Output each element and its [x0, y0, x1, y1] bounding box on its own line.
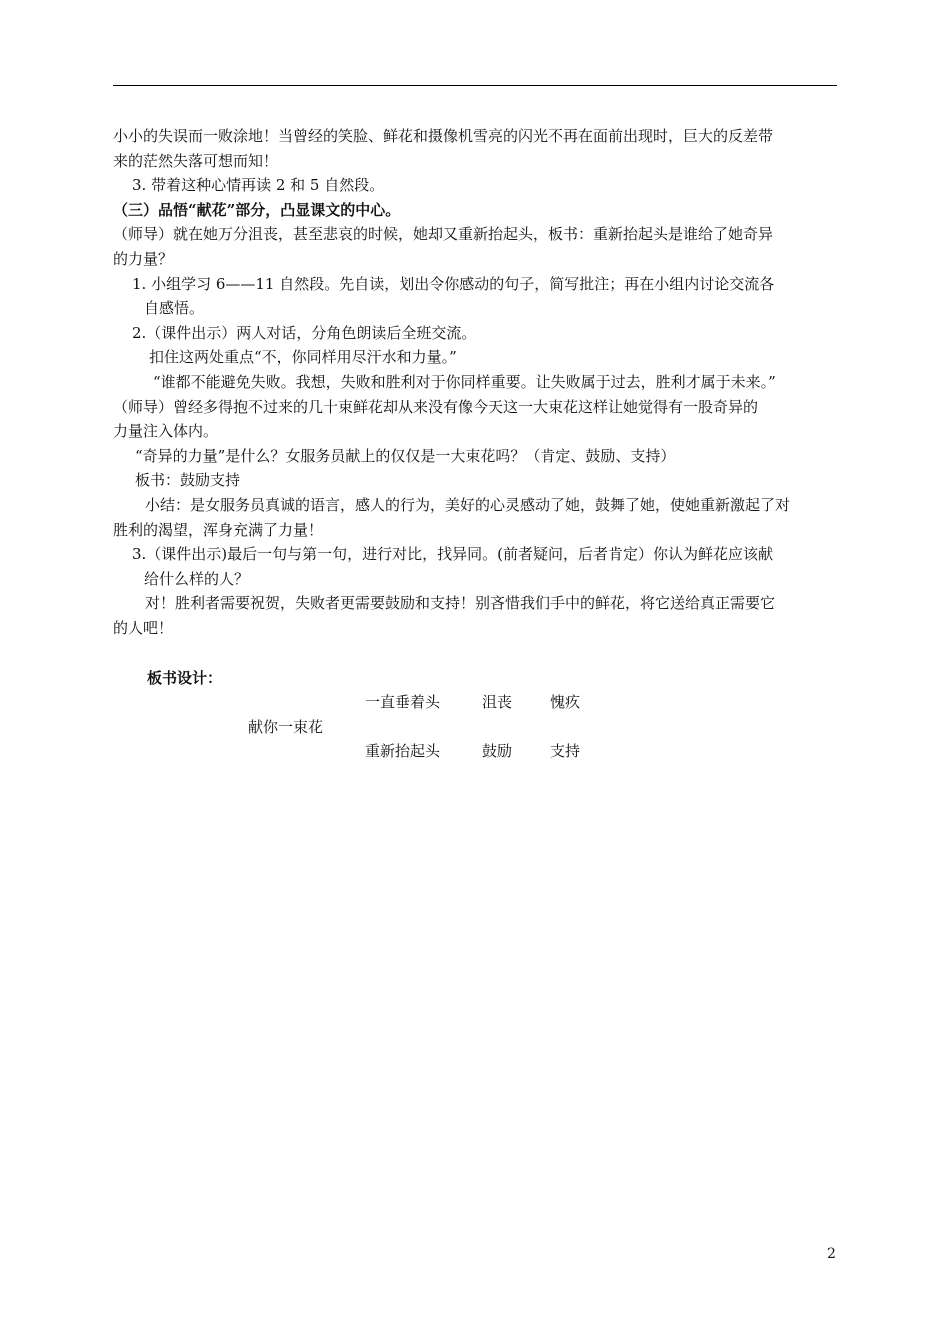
paragraph-line: 扣住这两处重点“不，你同样用尽汗水和力量。” — [149, 348, 457, 367]
paragraph-line: （师导）曾经多得抱不过来的几十束鲜花却从来没有像今天这一大束花这样让她觉得有一股奇异的 — [113, 397, 759, 416]
list-item: 1. 小组学习 6——11 自然段。先自读，划出令你感动的句子，简写批注；再在小组内讨论交流各 — [132, 274, 775, 293]
list-item: 3.（课件出示)最后一句与第一句，进行对比，找异同。(前者疑问，后者肯定）你认为鲜花应该献 — [132, 545, 774, 564]
section-heading: （三）品悟“献花”部分，凸显课文的中心。 — [113, 200, 401, 219]
spacer — [113, 640, 837, 664]
quote-line: “谁都不能避免失败。我想，失败和胜利对于你同样重要。让失败属于过去，胜利才属于未来。” — [153, 372, 776, 391]
paragraph-line: 的力量？ — [113, 249, 174, 268]
paragraph-line: （师导）就在她万分沮丧，甚至悲哀的时候，她却又重新抬起头，板书：重新抬起头是谁给了她奇异 — [113, 225, 774, 244]
list-item-continuation: 自感悟。 — [144, 299, 205, 318]
board-row1-cell: 一直垂着头 — [365, 693, 441, 712]
paragraph-line: 对！胜利者需要祝贺，失败者更需要鼓励和支持！别吝惜我们手中的鲜花，将它送给真正需要它 — [145, 594, 776, 613]
board-title: 献你一束花 — [248, 718, 324, 737]
header-rule — [113, 85, 837, 86]
paragraph-line: “奇异的力量”是什么？女服务员献上的仅仅是一大束花吗？（肯定、鼓励、支持） — [135, 446, 676, 465]
board-row2-cell: 支持 — [550, 742, 581, 761]
page-number: 2 — [827, 1246, 836, 1262]
summary-line: 胜利的渴望，浑身充满了力量！ — [113, 520, 324, 539]
list-item: 3. 带着这种心情再读 2 和 5 自然段。 — [132, 176, 385, 195]
document-body — [113, 124, 837, 784]
board-row2-cell: 鼓励 — [482, 742, 513, 761]
paragraph-line: 小小的失误而一败涂地！当曾经的笑脸、鲜花和摄像机雪亮的闪光不再在面前出现时，巨大的反差带 — [113, 127, 774, 145]
paragraph-line: 来的茫然失落可想而知！ — [113, 151, 279, 170]
board-note: 板书：鼓励支持 — [135, 471, 241, 490]
list-item-continuation: 给什么样的人？ — [144, 569, 250, 588]
list-item: 2.（课件出示）两人对话，分角色朗读后全班交流。 — [132, 323, 477, 342]
board-design — [113, 664, 837, 784]
board-row1-cell: 愧疚 — [550, 693, 581, 712]
board-row2-cell: 重新抬起头 — [365, 742, 441, 761]
paragraph-line: 的人吧！ — [113, 618, 174, 637]
board-heading: 板书设计： — [147, 669, 223, 688]
summary-line: 小结：是女服务员真诚的语言，感人的行为，美好的心灵感动了她，鼓舞了她，使她重新激起了对 — [145, 495, 791, 514]
paragraph-line: 力量注入体内。 — [113, 422, 219, 441]
board-row1-cell: 沮丧 — [482, 693, 513, 712]
